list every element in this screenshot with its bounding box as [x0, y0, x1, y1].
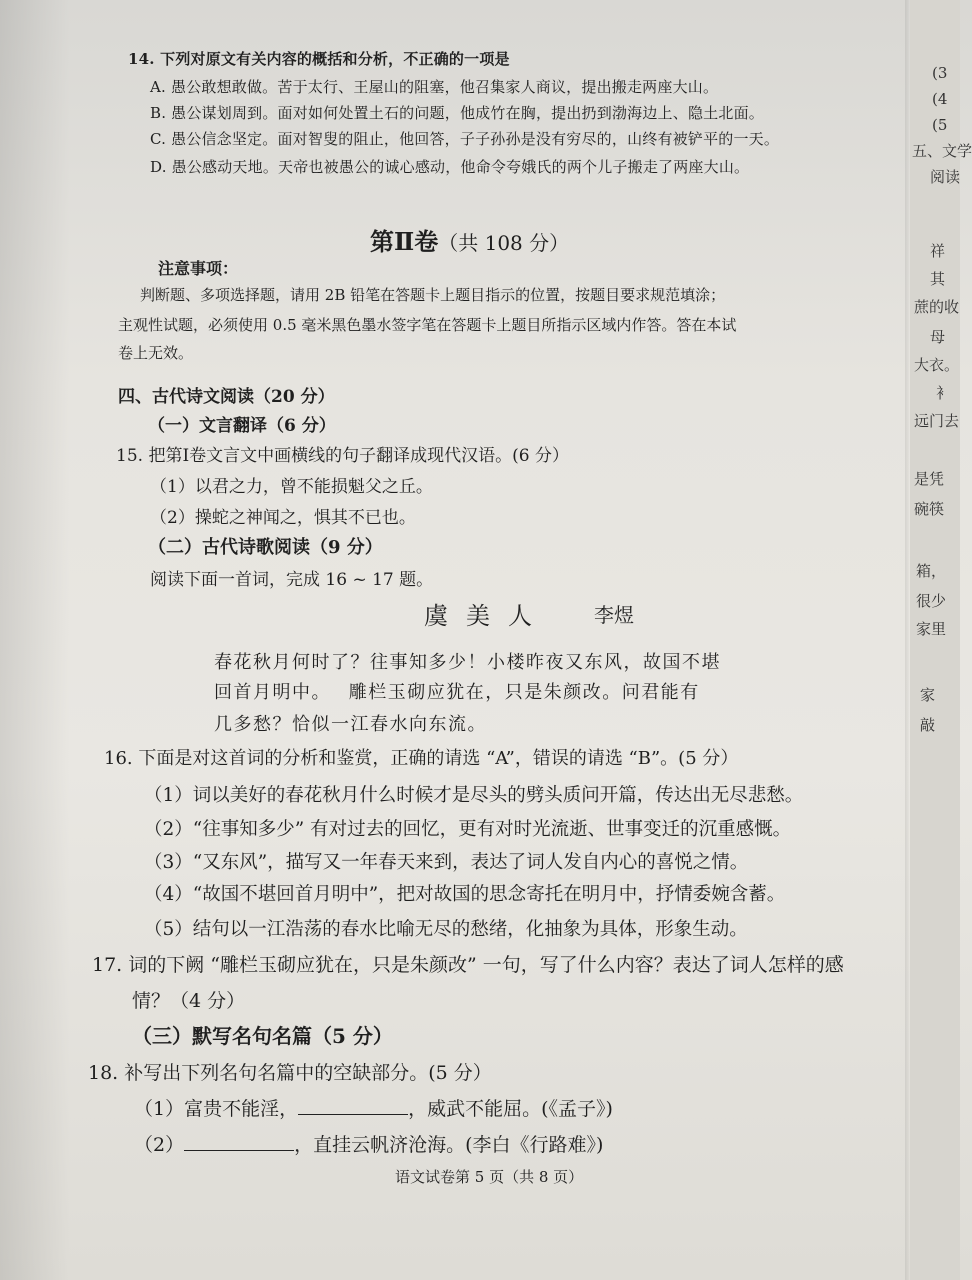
q14-option-c: C. 愚公信念坚定。面对智叟的阻止，他回答，子子孙孙是没有穷尽的，山终有被铲平的一天。	[150, 130, 780, 148]
q14-option-b: B. 愚公谋划周到。面对如何处置土石的问题，他成竹在胸，提出扔到渤海边上、隐土北面。	[150, 104, 764, 122]
right-fragment: 箱，	[916, 562, 947, 580]
right-fragment: 家	[920, 686, 936, 704]
q18-item-2-pre: （2）	[134, 1134, 185, 1156]
part4-subheading: （一）文言翻译（6 分）	[148, 416, 336, 436]
q15-item: （2）操蛇之神闻之，惧其不已也。	[150, 508, 416, 528]
fill-blank[interactable]	[184, 1134, 294, 1151]
right-fragment: 其	[930, 270, 946, 288]
q16-item: （2）“往事知多少” 有对过去的回忆，更有对时光流逝、世事变迁的沉重感慨。	[144, 819, 792, 840]
right-fragment: 是凭	[914, 470, 945, 488]
part4-heading: 四、古代诗文阅读（20 分）	[118, 387, 335, 407]
notice-line: 主观性试题，必须使用 0.5 毫米黑色墨水签字笔在答题卡上题目所指示区域内作答。答在本试	[118, 316, 737, 334]
section-title-main: 第Ⅱ卷	[370, 227, 439, 256]
right-fragment: 阅读	[930, 168, 961, 186]
right-fragment: 蔗的收	[914, 298, 960, 316]
next-page-edge	[910, 0, 960, 1280]
q16-item: （1）词以美好的春花秋月什么时候才是尽头的劈头质问开篇，传达出无尽悲愁。	[144, 785, 804, 806]
q18-stem: 18. 补写出下列名句名篇中的空缺部分。(5 分）	[88, 1062, 492, 1084]
notice-line: 卷上无效。	[118, 344, 194, 362]
q18-item-1-post: ，威武不能屈。(《孟子》)	[408, 1098, 613, 1120]
right-fragment: 衤	[936, 384, 952, 402]
q18-item-1-pre: （1）富贵不能淫，	[134, 1098, 299, 1120]
fill-blank[interactable]	[298, 1098, 408, 1115]
section-title	[370, 222, 569, 257]
right-fragment: 大衣。	[914, 356, 960, 374]
right-fragment: 很少	[916, 592, 947, 610]
right-fragment: 敲	[920, 716, 936, 734]
page-shadow	[0, 0, 70, 1280]
poem-instruction: 阅读下面一首词，完成 16 ~ 17 题。	[150, 570, 434, 590]
right-fragment: (3	[932, 64, 948, 82]
q18-item-1	[134, 1094, 613, 1121]
q16-item: （4）“故国不堪回首月明中”，把对故国的思念寄托在明月中，抒情委婉含蓄。	[144, 884, 786, 905]
poem-line: 春花秋月何时了？往事知多少！小楼昨夜又东风，故国不堪	[214, 652, 721, 673]
right-fragment: (5	[932, 116, 948, 134]
q18-item-2-post: ，直挂云帆济沧海。(李白《行路难》)	[294, 1134, 604, 1156]
poem-author: 李煜	[594, 603, 634, 627]
q14-option-a: A. 愚公敢想敢做。苦于太行、王屋山的阻塞，他召集家人商议，提出搬走两座大山。	[150, 78, 719, 96]
right-fragment: 母	[930, 328, 946, 346]
q15-stem: 15. 把第Ⅰ卷文言文中画横线的句子翻译成现代汉语。(6 分）	[116, 446, 570, 466]
poem-line: 回首月明中。 雕栏玉砌应犹在，只是朱颜改。问君能有	[214, 682, 700, 703]
q14-option-d: D. 愚公感动天地。天帝也被愚公的诚心感动，他命令夸娥氏的两个儿子搬走了两座大山。	[150, 158, 750, 176]
poem-title: 虞美人	[424, 602, 550, 630]
poem-line: 几多愁？恰似一江春水向东流。	[214, 714, 487, 735]
part4-subheading: （二）古代诗歌阅读（9 分）	[148, 537, 383, 558]
q17-stem: 情？（4 分）	[132, 990, 246, 1012]
q16-item: （5）结句以一江浩荡的春水比喻无尽的愁绪，化抽象为具体，形象生动。	[144, 919, 748, 940]
page-footer: 语文试卷第 5 页（共 8 页）	[395, 1168, 584, 1186]
part3-subheading: （三）默写名句名篇（5 分）	[132, 1024, 393, 1048]
q14-stem: 14. 下列对原文有关内容的概括和分析，不正确的一项是	[128, 50, 510, 68]
right-fragment: (4	[932, 90, 948, 108]
section-title-score: （共 108 分）	[438, 231, 570, 255]
q16-item: （3）“又东风”，描写又一年春天来到，表达了词人发自内心的喜悦之情。	[144, 852, 749, 873]
notice-heading: 注意事项：	[158, 259, 239, 278]
right-fragment: 祥	[930, 242, 946, 260]
q18-item-2	[134, 1130, 603, 1157]
q17-stem: 17. 词的下阙 “雕栏玉砌应犹在，只是朱颜改” 一句，写了什么内容？表达了词人怎样的感	[92, 954, 844, 976]
notice-line: 判断题、多项选择题，请用 2B 铅笔在答题卡上题目指示的位置，按题目要求规范填涂；	[140, 286, 726, 304]
page-fold	[905, 0, 909, 1280]
right-fragment: 远门去	[914, 412, 960, 430]
right-fragment: 五、文学	[912, 142, 972, 160]
right-fragment: 碗筷	[914, 500, 945, 518]
q16-stem: 16. 下面是对这首词的分析和鉴赏，正确的请选 “A”，错误的请选 “B”。(5 分）	[104, 748, 739, 769]
q15-item: （1）以君之力，曾不能损魁父之丘。	[150, 477, 433, 497]
right-fragment: 家里	[916, 620, 947, 638]
